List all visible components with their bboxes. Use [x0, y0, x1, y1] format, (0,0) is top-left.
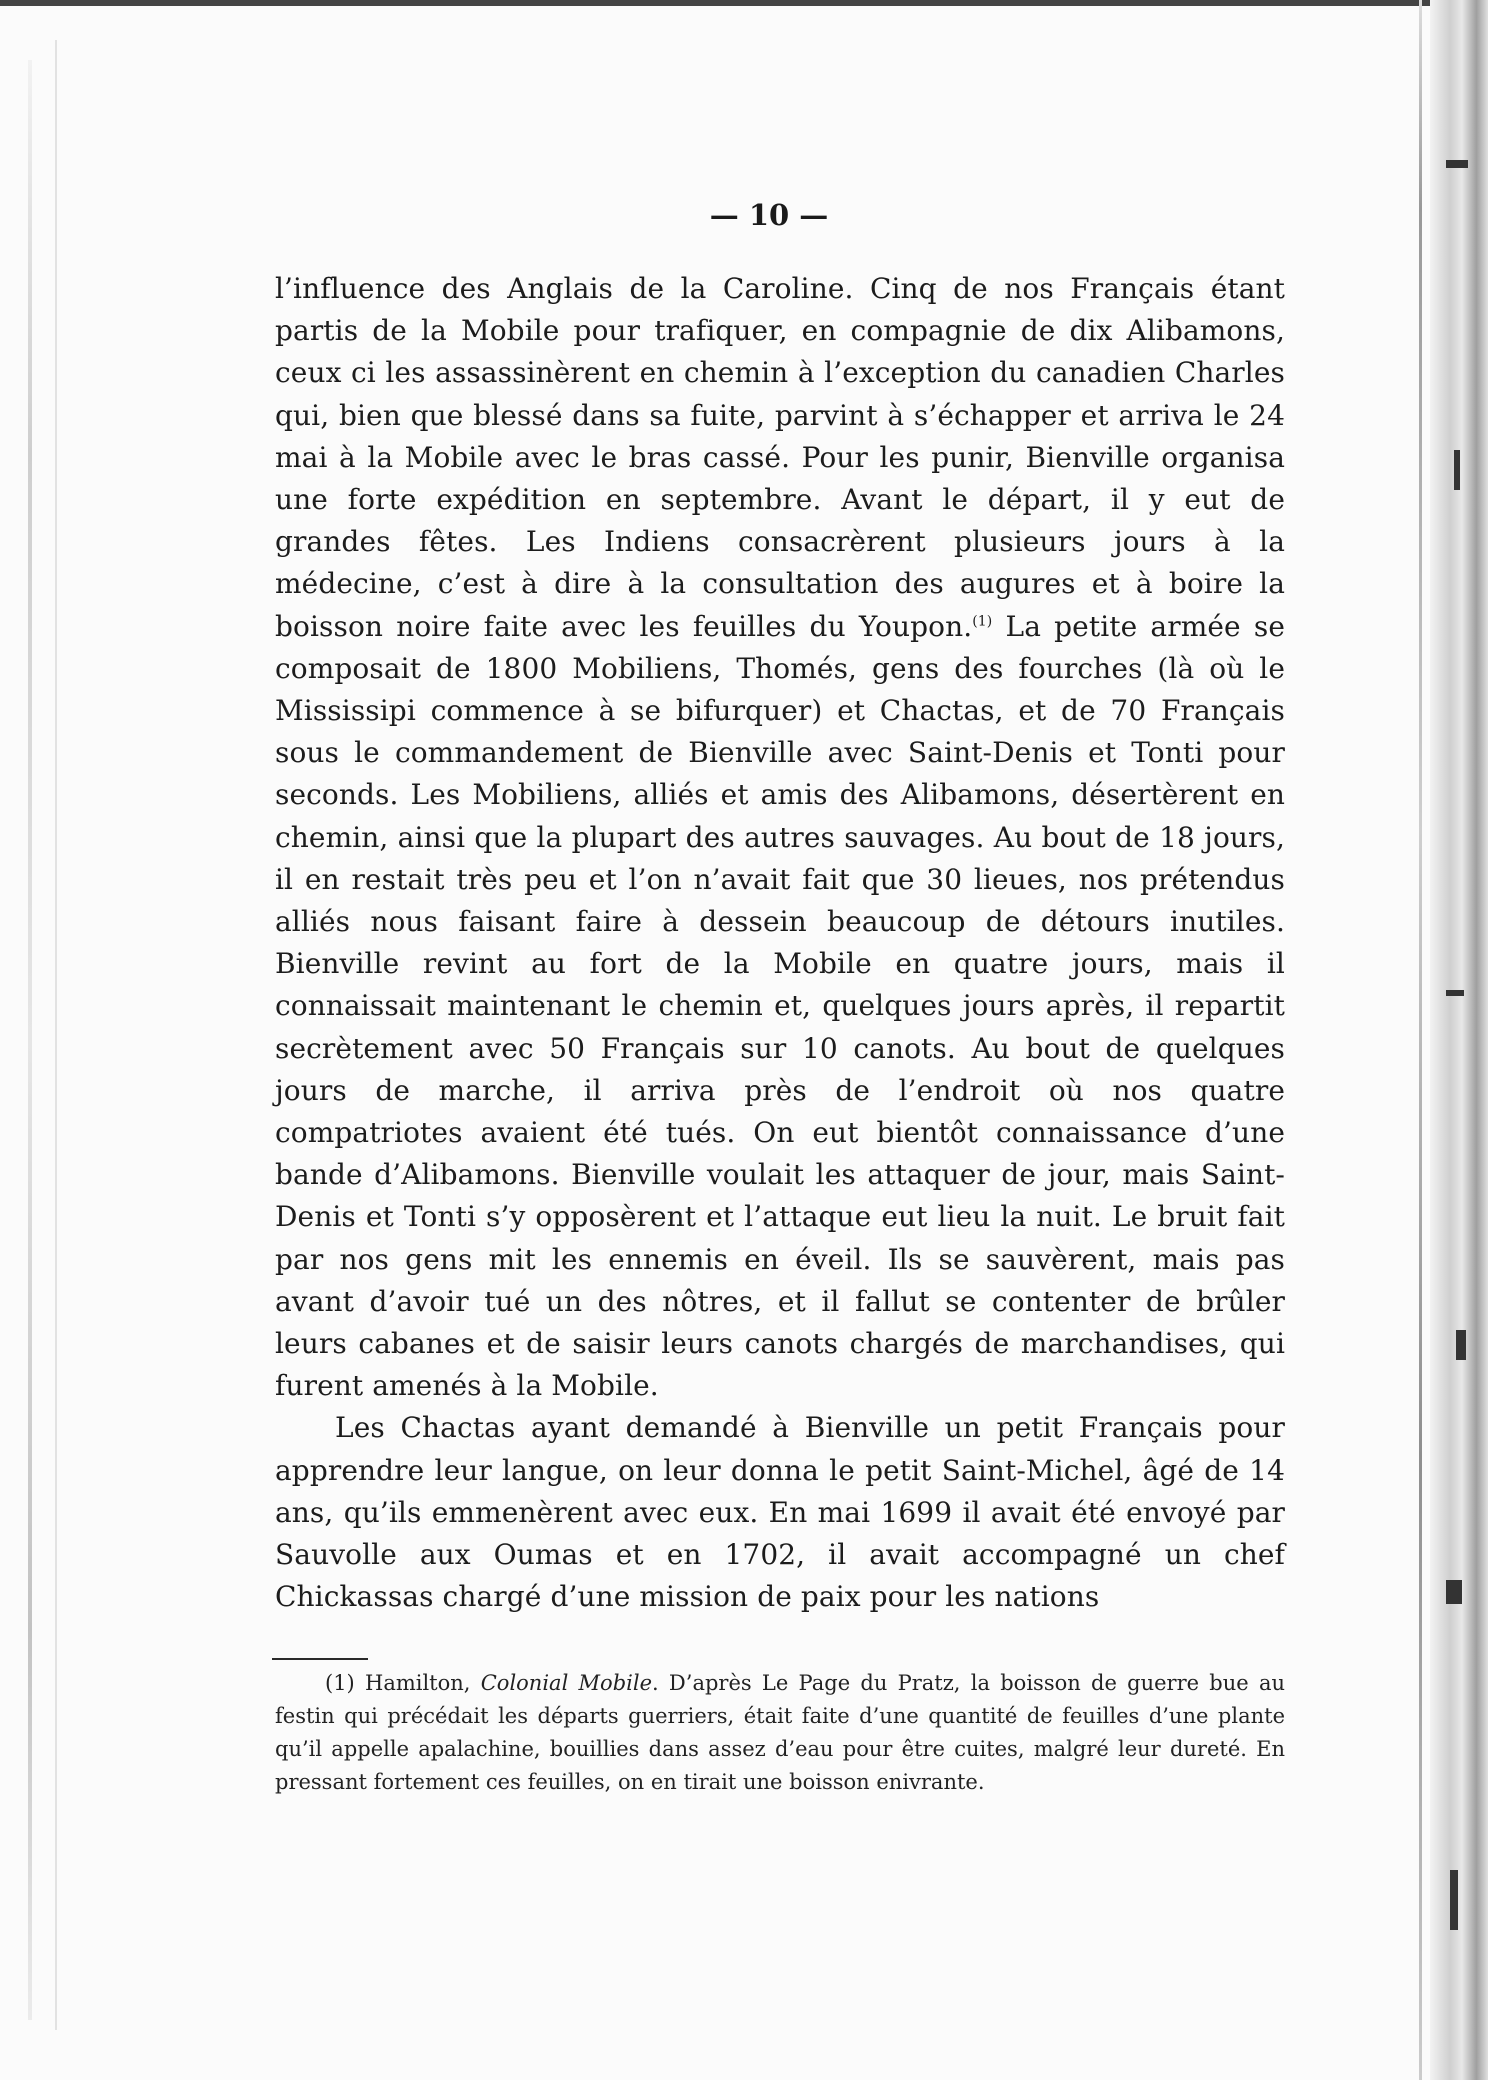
scan-left-margin-line — [55, 40, 57, 2030]
footnote-text: . D’après Le Page du Pratz, la boisson de guerre bue au festin qui précédait les départs guerriers, était faite d’une quantité de feuilles d’une plante qu’il appelle apalachine, bouillies dans assez d’eau pour être cuites, malgré leur dureté. En pressant fortement ces feuilles, on en tirait une boisson enivrante. — [275, 1671, 1286, 1794]
paragraph-2: Les Chactas ayant demandé à Bienville un petit Français pour apprendre leur langue, on leur donna le petit Saint-Michel, âgé de 14 ans, qu’ils emmenèrent avec eux. En mai 1699 il avait été envoyé par Sauvolle aux Oumas et en 1702, il avait accompagné un chef Chickassas chargé d’une mission de paix pour les nations — [275, 1411, 1285, 1614]
main-text — [275, 268, 1285, 1619]
scan-left-edge — [28, 60, 32, 2020]
binding-mark — [1446, 160, 1468, 168]
footnote-separator — [272, 1658, 368, 1660]
paragraph-1-part-2: La petite armée se composait de 1800 Mobiliens, Thomés, gens des fourches (là où le Mississipi commence à se bifurquer) et Chactas, et de 70 Français sous le commandement de Bienville avec Saint-Denis et Tonti pour seconds. Les Mobiliens, alliés et amis des Alibamons, désertèrent en chemin, ainsi que la plupart des autres sauvages. Au bout de 18 jours, il en restait très peu et l’on n’avait fait que 30 lieues, nos prétendus alliés nous faisant faire à dessein beaucoup de détours inutiles. Bienville revint au fort de la Mobile en quatre jours, mais il connaissait maintenant le chemin et, quelques jours après, il repartit secrètement avec 50 Français sur 10 canots. Au bout de quelques jours de marche, il arriva près de l’endroit où nos quatre compatriotes avaient été tués. On eut bientôt connaissance d’une bande d’Alibamons. Bienville voulait les attaquer de jour, mais Saint-Denis et Tonti s’y opposèrent et l’attaque eut lieu la nuit. Le bruit fait par nos gens mit les ennemis en éveil. Ils se sauvèrent, mais pas avant d’avoir tué un des nôtres, et il fallut se contenter de brûler leurs cabanes et de saisir leurs canots chargés de marchandises, qui furent amenés à la Mobile. — [275, 609, 1285, 1403]
binding-mark — [1446, 990, 1464, 996]
page-number: — 10 — — [709, 198, 829, 232]
binding-mark — [1446, 1580, 1462, 1604]
paragraph-1-part-1: l’influence des Anglais de la Caroline. Cinq de nos Français étant partis de la Mobile pour trafiquer, en compagnie de dix Alibamons, ceux ci les assassinèrent en chemin à l’exception du canadien Charles qui, bien que blessé dans sa fuite, parvint à s’échapper et arriva le 24 mai à la Mobile avec le bras cassé. Pour les punir, Bienville organisa une forte expédition en septembre. Avant le départ, il y eut de grandes fêtes. Les Indiens consacrèrent plusieurs jours à la médecine, c’est à dire à la consultation des augures et à boire la boisson noire faite avec les feuilles du Youpon. — [275, 272, 1285, 643]
binding-mark — [1454, 450, 1460, 490]
footnote-reference: (1) — [972, 613, 993, 630]
book-binding-edge — [1430, 0, 1488, 2080]
footnote-marker: (1) Hamilton, — [325, 1671, 481, 1695]
paragraph-1 — [275, 268, 1285, 1407]
scan-top-edge — [0, 0, 1488, 6]
footnote-area — [275, 1667, 1285, 1799]
binding-shadow — [1419, 0, 1422, 2080]
footnote-source-title: Colonial Mobile — [480, 1671, 652, 1695]
footnote-1 — [275, 1667, 1285, 1799]
binding-mark — [1456, 1330, 1466, 1360]
binding-mark — [1450, 1870, 1458, 1930]
